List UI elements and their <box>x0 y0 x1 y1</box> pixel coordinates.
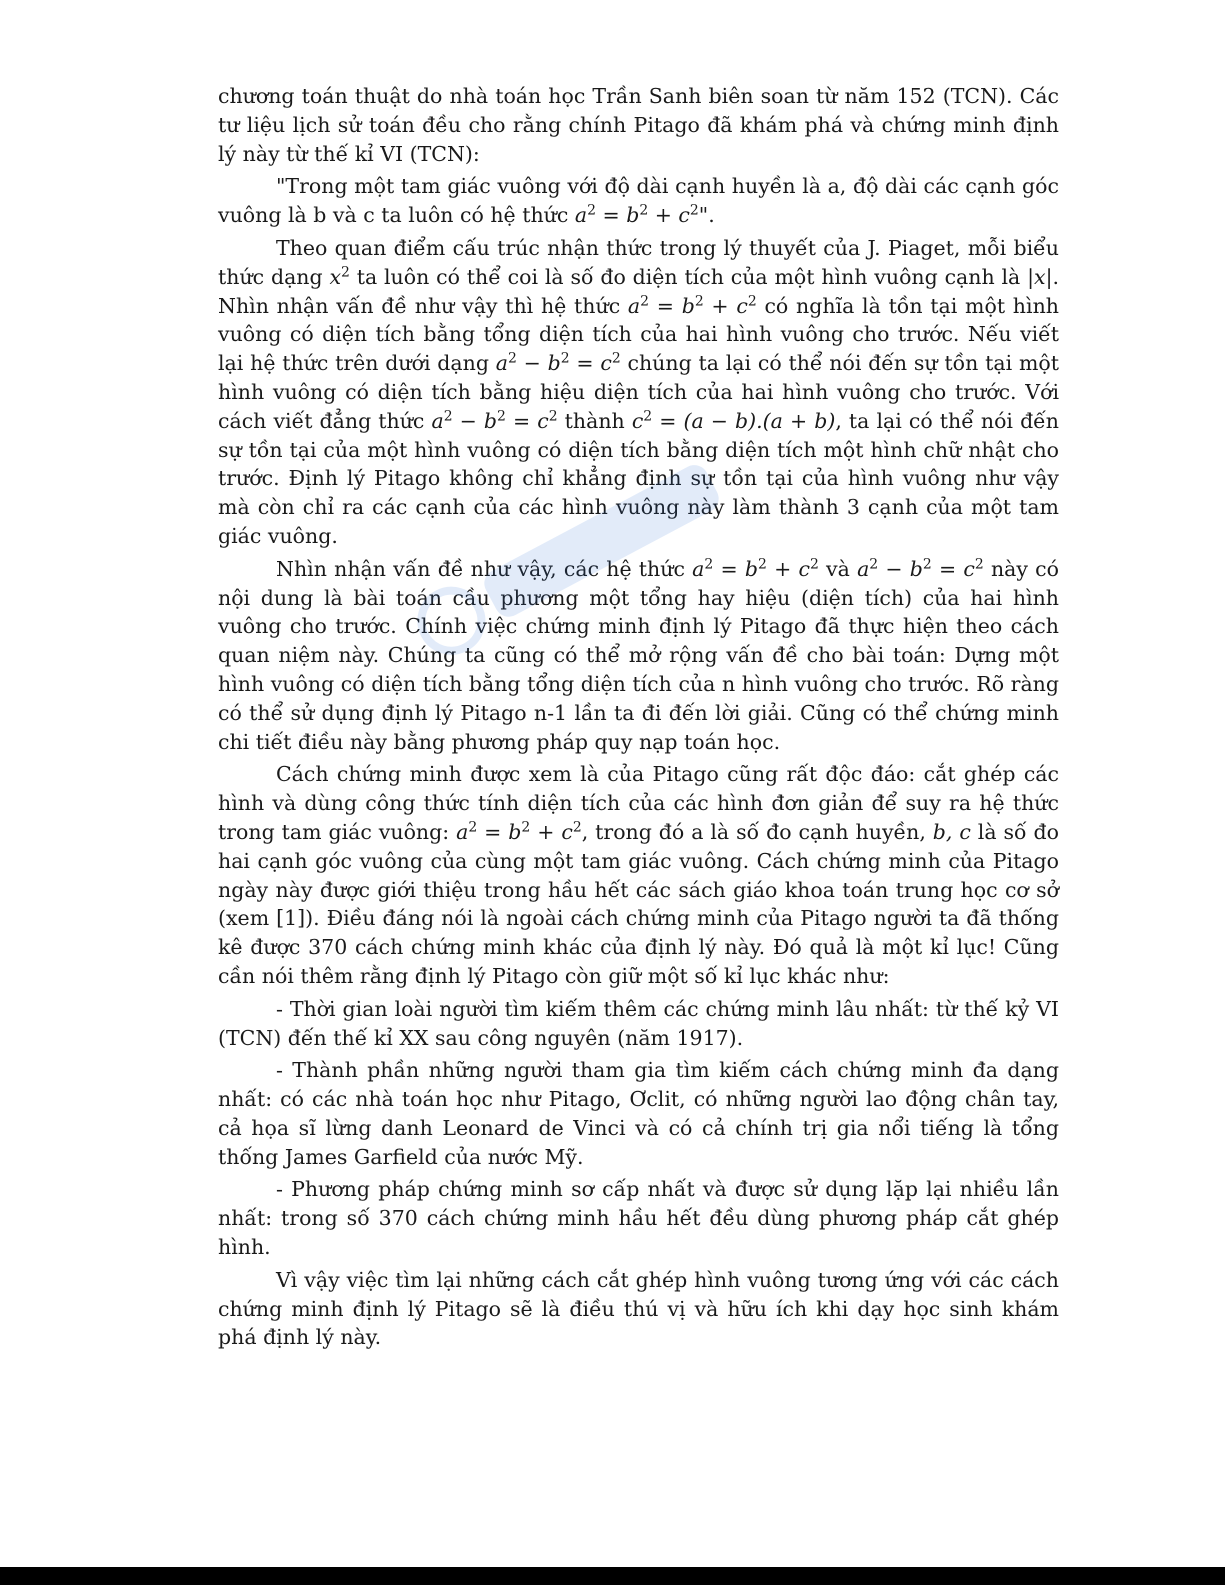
formula-x-squared: $x^2$ <box>329 264 350 289</box>
paragraph-7-record-people: - Thành phần những người tham gia tìm kiếm cách chứng minh đa dạng nhất: có các nhà toán học như Pitago, Ơclit, có những người lao động chân tay, cả họa sĩ lừng danh Leonard de Vinci và có cả chính trị gia nổi tiếng là tổng thống James Garfield của nước Mỹ. <box>218 1058 1059 1169</box>
document-body <box>218 82 1059 1356</box>
paragraph-4: Nhìn nhận vấn đề như vậy, các hệ thức $a^2 = b^2 + c^2$ và $a^2 - b^2 = c^2$ này có nội dung là bài toán cầu phương một tổng hay hiệu (diện tích) của hai hình vuông cho trước. Chính việc chứng minh định lý Pitago đã thực hiện theo cách quan niệm này. Chúng ta cũng có thể mở rộng vấn đề cho bài toán: Dựng một hình vuông có diện tích bằng tổng diện tích của n hình vuông cho trước. Rõ ràng có thể sử dụng định lý Pitago n-1 lần ta đi đến lời giải. Cũng có thể chứng minh chi tiết điều này bằng phương pháp quy nạp toán học. <box>218 556 1060 754</box>
paragraph-1 <box>218 82 1059 168</box>
formula-pythagoras-sum: $a^2 = b^2 + c^2$ <box>627 292 757 318</box>
formula-difference: $a^2 - b^2 = c^2$ <box>857 556 984 581</box>
formula-factored: $c^2 = (a - b).(a + b)$ <box>631 408 836 433</box>
paragraph-3: Theo quan điểm cấu trúc nhận thức trong lý thuyết của J. Piaget, mỗi biểu thức dạng $x^2$ ta luôn có thể coi là số đo diện tích của một hình vuông cạnh là |x|. Nhìn nhận vấn đề như vậy thì hệ thức $a^2 = b^2 + c^2$ có nghĩa là tồn tại một hình vuông có diện tích bằng tổng diện tích của hai hình vuông cho trước. Nếu viết lại hệ thức trên dưới dạng $a^2 - b^2 = c^2$ chúng ta lại có thể nói đến sự tồn tại một hình vuông có diện tích bằng hiệu diện tích của hai hình vuông cho trước. Với cách viết đẳng thức $a^2 - b^2 = c^2$ thành $c^2 = (a - b).(a + b)$, ta lại có thể nói đến sự tồn tại của một hình vuông có diện tích bằng diện tích một hình chữ nhật cho trước. Định lý Pitago không chỉ khẳng định sự tồn tại của hình vuông như vậy mà còn chỉ ra các cạnh của các hình vuông này làm thành 3 cạnh của một tam giác vuông. <box>218 235 1060 548</box>
paragraph-6-record-time: - Thời gian loài người tìm kiếm thêm các chứng minh lâu nhất: từ thế kỷ VI (TCN) đến thế kỉ XX sau công nguyên (năm 1917). <box>218 996 1059 1050</box>
formula-pythagoras-difference-2: $a^2 - b^2 = c^2$ <box>431 408 558 433</box>
formula-abs-x: |x| <box>1027 264 1053 289</box>
formula-pythagoras: $a^2 = b^2 + c^2$ <box>574 202 699 228</box>
formula-sum: $a^2 = b^2 + c^2$ <box>692 556 819 581</box>
paragraph-8-record-method: - Phương pháp chứng minh sơ cấp nhất và được sử dụng lặp lại nhiều lần nhất: trong số 370 cách chứng minh hầu hết đều dùng phương pháp cắt ghép hình. <box>218 1177 1059 1260</box>
paragraph-2-quote: "Trong một tam giác vuông với độ dài cạnh huyền là a, độ dài các cạnh góc vuông là b và c ta luôn có hệ thức $a^2 = b^2 + c^2$". <box>218 174 1059 228</box>
paragraph-9-conclusion: Vì vậy việc tìm lại những cách cắt ghép hình vuông tương ứng với các cách chứng minh định lý Pitago sẽ là điều thú vị và hữu ích khi dạy học sinh khám phá định lý này. <box>218 1267 1059 1350</box>
formula-pythagoras-difference: $a^2 - b^2 = c^2$ <box>495 350 621 376</box>
paragraph-5: Cách chứng minh được xem là của Pitago cũng rất độc đáo: cắt ghép các hình và dùng công thức tính diện tích của các hình đơn giản để suy ra hệ thức trong tam giác vuông: $a^2 = b^2 + c^2$, trong đó a là số đo cạnh huyền, b, c là số đo hai cạnh góc vuông của cùng một tam giác vuông. Cách chứng minh của Pitago ngày này được giới thiệu trong hầu hết các sách giáo khoa toán trung học cơ sở (xem [1]). Điều đáng nói là ngoài cách chứng minh của Pitago người ta đã thống kê được 370 cách chứng minh khác của định lý này. Đó quả là một kỉ lục! Cũng cần nói thêm rằng định lý Pitago còn giữ một số kỉ lục khác như: <box>218 762 1059 988</box>
formula-bc: b, c <box>932 819 971 844</box>
paragraph-1-text: chương toán thuật do nhà toán học Trần Sanh biên soan từ năm 152 (TCN). Các tư liệu lịch sử toán đều cho rằng chính Pitago đã khám phá và chứng minh định lý này từ thế kỉ VI (TCN): <box>218 84 1059 166</box>
formula-pythagoras-proof: $a^2 = b^2 + c^2$ <box>456 819 582 844</box>
page-bottom-border <box>0 1567 1225 1585</box>
quote-text: "Trong một tam giác vuông với độ dài cạnh huyền là a, độ dài các cạnh góc vuông là b và c ta luôn có hệ thức <box>218 174 1059 228</box>
